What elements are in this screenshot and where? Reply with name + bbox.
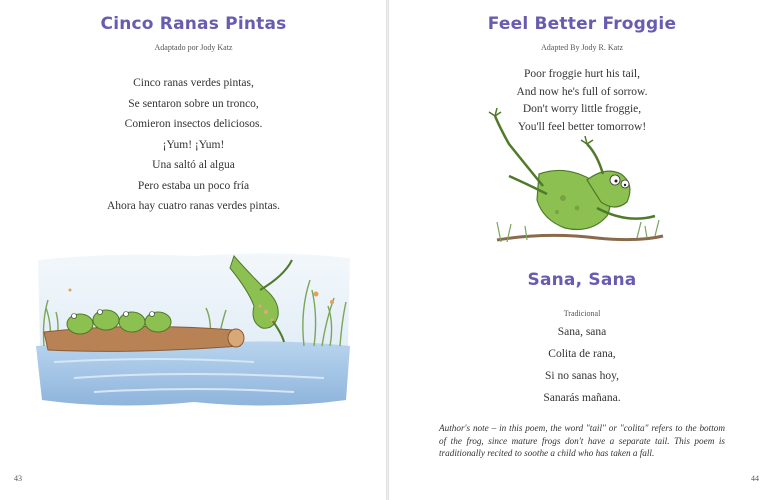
left-poem-byline: Adaptado por Jody Katz (154, 43, 233, 52)
pond-illustration (34, 250, 352, 410)
page-number-right: 44 (751, 474, 759, 483)
right-poem2-title: Sana, Sana (527, 270, 637, 290)
verse-line: Sana, sana (557, 326, 607, 338)
right-page (389, 0, 775, 500)
verse-line: Si no sanas hoy, (544, 370, 619, 382)
verse-line: Se sentaron sobre un tronco, (128, 97, 259, 110)
verse-line: Colita de rana, (548, 348, 616, 360)
right-poem2-verse (389, 321, 775, 409)
verse-line: Pero estaba un poco fría (137, 179, 250, 192)
right-poem2-byline: Tradicional (563, 309, 601, 318)
page-number-left: 43 (14, 474, 22, 483)
verse-line: ¡Yum! ¡Yum! (162, 138, 225, 151)
falling-frog-illustration (487, 104, 667, 256)
verse-line: And now he's full of sorrow. (516, 85, 648, 98)
verse-line: Comieron insectos deliciosos. (124, 118, 263, 130)
left-poem-title: Cinco Ranas Pintas (100, 14, 287, 34)
right-poem1-title: Feel Better Froggie (487, 14, 677, 34)
verse-line: Ahora hay cuatro ranas verdes pintas. (106, 200, 281, 212)
left-poem-verse (0, 73, 387, 217)
verse-line: Cinco ranas verdes pintas, (133, 77, 254, 89)
verse-line: Una saltó al algua (152, 159, 235, 171)
verse-line: Sanarás mañana. (543, 392, 621, 404)
authors-note: Author's note – in this poem, the word "tail" or "colita" refers to the bottom of the frog, since mature frogs don't have a separate tail. This poem is traditionally recited to soothe a child who has taken a fall. (439, 423, 725, 458)
left-page (0, 0, 387, 500)
verse-line: You'll feel better tomorrow! (517, 120, 647, 133)
verse-line: Don't worry little froggie, (522, 103, 642, 115)
right-poem1-byline: Adapted By Jody R. Katz (541, 43, 623, 52)
verse-line: Poor froggie hurt his tail, (524, 68, 640, 80)
